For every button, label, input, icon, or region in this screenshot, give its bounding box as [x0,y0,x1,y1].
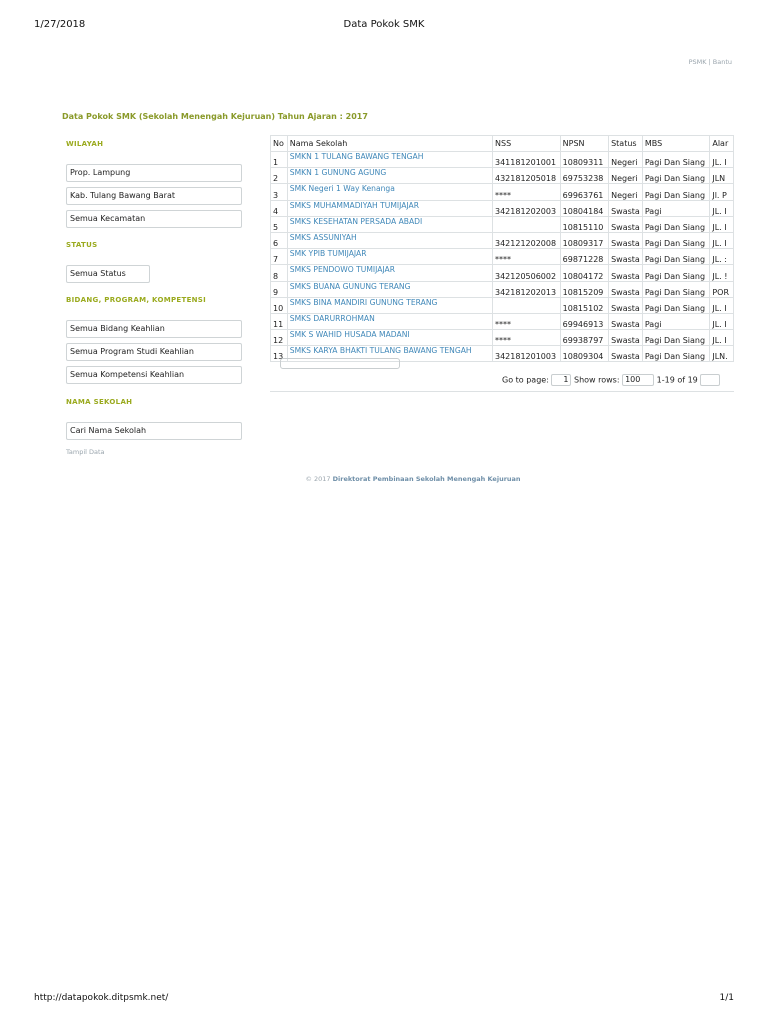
table-row [271,232,734,248]
link-separator: | [708,58,711,66]
status-select[interactable]: Semua Status [66,265,150,283]
table-cell: Swasta [609,200,643,216]
school-name-link[interactable]: SMKS KARYA BHAKTI TULANG BAWANG TENGAH [287,346,492,362]
column-header[interactable]: Nama Sekolah [287,136,492,152]
provinsi-select[interactable]: Prop. Lampung [66,164,242,182]
table-cell: JL. I [710,313,734,329]
table-cell: Swasta [609,265,643,281]
table-cell: 7 [271,249,288,265]
print-title: Data Pokok SMK [343,19,425,30]
goto-page-label: Go to page: [502,375,549,385]
range-label: 1-19 of 19 [656,375,698,385]
print-url: http://datapokok.ditpsmk.net/ [34,993,169,1003]
table-cell: 69946913 [560,313,608,329]
school-name-link[interactable]: SMKS BUANA GUNUNG TERANG [287,281,492,297]
table-cell: JL. I [710,330,734,346]
table-cell [493,216,561,232]
school-name-link[interactable]: SMKS DARURROHMAN [287,313,492,329]
table-cell: Pagi Dan Siang [642,330,710,346]
bidang-select[interactable]: Semua Bidang Keahlian [66,320,242,338]
table-cell: **** [493,330,561,346]
column-header[interactable]: MBS [642,136,710,152]
table-cell: 69871228 [560,249,608,265]
table-cell: Swasta [609,232,643,248]
school-name-link[interactable]: SMKS MUHAMMADIYAH TUMIJAJAR [287,200,492,216]
table-cell: JL. ! [710,265,734,281]
table-cell: 69938797 [560,330,608,346]
table-row [271,265,734,281]
table-cell: Pagi Dan Siang [642,297,710,313]
bantu-link[interactable]: Bantu [712,58,732,66]
table-cell: 11 [271,313,288,329]
school-grid [270,135,734,392]
table-cell: 10815110 [560,216,608,232]
table-cell: 8 [271,265,288,281]
table-cell: 10809317 [560,232,608,248]
table-cell: Swasta [609,249,643,265]
table-cell: 432181205018 [493,168,561,184]
table-row [271,249,734,265]
table-cell: 341181201001 [493,152,561,168]
table-cell: **** [493,184,561,200]
table-cell: Swasta [609,216,643,232]
copyright-prefix: © 2017 [305,475,331,483]
table-cell: JL. I [710,216,734,232]
table-cell: 10 [271,297,288,313]
table-cell: 342121202008 [493,232,561,248]
column-header[interactable]: Alar [710,136,734,152]
school-name-link[interactable]: SMKS KESEHATAN PERSADA ABADI [287,216,492,232]
table-cell: Swasta [609,313,643,329]
school-name-link[interactable]: SMKS BINA MANDIRI GUNUNG TERANG [287,297,492,313]
table-cell: Pagi Dan Siang [642,249,710,265]
table-cell: Pagi Dan Siang [642,281,710,297]
show-rows-input[interactable]: 100 [622,374,654,386]
table-cell: Pagi [642,200,710,216]
horizontal-scrollbar[interactable] [280,358,400,369]
table-cell: 9 [271,281,288,297]
table-cell: Pagi Dan Siang [642,232,710,248]
table-row [271,216,734,232]
table-row [271,152,734,168]
table-cell: **** [493,249,561,265]
table-cell: 10815102 [560,297,608,313]
tampil-data-button[interactable]: Tampil Data [66,448,105,456]
page-heading: Data Pokok SMK (Sekolah Menengah Kejuruan) Tahun Ajaran : 2017 [62,112,368,121]
column-header[interactable]: NPSN [560,136,608,152]
table-cell: Pagi [642,313,710,329]
table-cell: 6 [271,232,288,248]
nama-sekolah-title: NAMA SEKOLAH [66,398,133,406]
nama-sekolah-input[interactable]: Cari Nama Sekolah [66,422,242,440]
table-cell: Negeri [609,168,643,184]
copyright-org-link[interactable]: Direktorat Pembinaan Sekolah Menengah Kejuruan [332,475,521,483]
table-cell: 12 [271,330,288,346]
table-cell: Swasta [609,330,643,346]
kompetensi-select[interactable]: Semua Kompetensi Keahlian [66,366,242,384]
table-cell [493,297,561,313]
table-cell: 10809304 [560,346,608,362]
table-cell: Swasta [609,297,643,313]
school-name-link[interactable]: SMKS ASSUNIYAH [287,232,492,248]
table-cell: 69753238 [560,168,608,184]
table-cell: 342181202003 [493,200,561,216]
table-cell: 1 [271,152,288,168]
table-row [271,297,734,313]
table-cell: Jl. P [710,184,734,200]
table-cell: JL. I [710,200,734,216]
table-cell: 342181201003 [493,346,561,362]
next-page-button[interactable] [700,374,720,386]
print-date: 1/27/2018 [34,19,86,30]
table-body [271,152,734,362]
column-header[interactable]: No [271,136,288,152]
column-header[interactable]: Status [609,136,643,152]
table-cell: Pagi Dan Siang [642,216,710,232]
table-cell: JLN. [710,346,734,362]
table-cell: 13 [271,346,288,362]
table-cell: 342120506002 [493,265,561,281]
table-cell: 10809311 [560,152,608,168]
table-row [271,168,734,184]
table-cell: Pagi Dan Siang [642,184,710,200]
table-cell: Swasta [609,281,643,297]
table-row [271,313,734,329]
table-cell: JL. I [710,297,734,313]
psmk-link[interactable]: PSMK [688,58,707,66]
bidang-title: BIDANG, PROGRAM, KOMPETENSI [66,296,207,304]
table-cell: 3 [271,184,288,200]
school-name-link[interactable]: SMKS PENDOWO TUMIJAJAR [287,265,492,281]
column-header[interactable]: NSS [493,136,561,152]
pager [502,374,720,386]
table-cell: Pagi Dan Siang [642,346,710,362]
program-select[interactable]: Semua Program Studi Keahlian [66,343,242,361]
kecamatan-select[interactable]: Semua Kecamatan [66,210,242,228]
school-name-link[interactable]: SMKN 1 TULANG BAWANG TENGAH [287,152,492,168]
top-links [689,58,732,66]
status-title: STATUS [66,241,98,249]
table-cell: 5 [271,216,288,232]
table-cell: 2 [271,168,288,184]
goto-page-input[interactable]: 1 [551,374,571,386]
table-cell: Negeri [609,152,643,168]
table-cell: 10815209 [560,281,608,297]
school-name-link[interactable]: SMK YPIB TUMIJAJAR [287,249,492,265]
table-cell: Pagi Dan Siang [642,265,710,281]
table-cell: JL. I [710,232,734,248]
school-name-link[interactable]: SMKN 1 GUNUNG AGUNG [287,168,492,184]
table-cell: 69963761 [560,184,608,200]
school-table [270,135,734,362]
table-cell: 10804172 [560,265,608,281]
table-cell: 342181202013 [493,281,561,297]
table-cell: JL. : [710,249,734,265]
kabupaten-select[interactable]: Kab. Tulang Bawang Barat [66,187,242,205]
school-name-link[interactable]: SMK Negeri 1 Way Kenanga [287,184,492,200]
table-cell: Pagi Dan Siang [642,152,710,168]
table-cell: **** [493,313,561,329]
table-row [271,281,734,297]
table-cell: POR [710,281,734,297]
table-cell: JL. I [710,152,734,168]
school-name-link[interactable]: SMK S WAHID HUSADA MADANI [287,330,492,346]
table-header-row [271,136,734,152]
table-cell: Swasta [609,346,643,362]
table-cell: Pagi Dan Siang [642,168,710,184]
table-cell: 10804184 [560,200,608,216]
print-page-number: 1/1 [719,993,734,1003]
show-rows-label: Show rows: [573,375,620,385]
table-row [271,184,734,200]
table-row [271,200,734,216]
table-cell: JLN [710,168,734,184]
table-cell: 4 [271,200,288,216]
table-cell: Negeri [609,184,643,200]
wilayah-title: WILAYAH [66,140,104,148]
copyright [0,475,768,483]
table-row [271,330,734,346]
